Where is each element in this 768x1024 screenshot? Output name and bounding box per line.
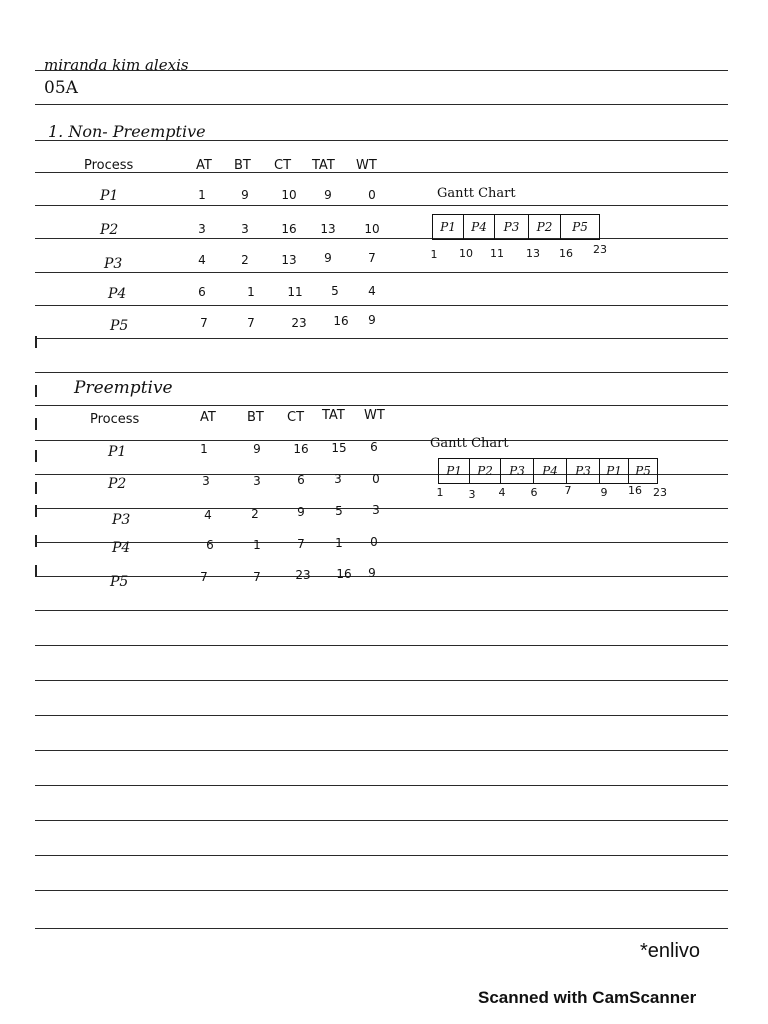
cell-tat: 16 [333,314,349,328]
gantt-cell: P1 [439,459,470,483]
ruled-line [35,305,728,306]
cell-wt: 3 [372,503,380,517]
cell-bt: 3 [253,474,261,488]
gantt-cell: P4 [464,215,495,239]
cell-bt: 1 [253,538,261,552]
gantt-tick: 23 [653,486,667,499]
gantt-cell: P3 [495,215,529,239]
cell-ct: 9 [297,505,305,519]
cell-at: 3 [202,474,210,488]
process-id: P3 [104,256,123,272]
cell-bt: 3 [241,222,249,236]
cell-wt: 6 [370,440,378,454]
cell-ct: 23 [291,316,307,330]
section-title-preemptive: Preemptive [74,378,173,398]
cell-ct: 16 [281,222,297,236]
cell-tat: 1 [335,536,343,550]
cell-tat: 9 [324,251,332,265]
cell-wt: 9 [368,313,376,327]
process-id: P4 [112,540,131,556]
camscanner-watermark: Scanned with CamScanner [478,988,697,1007]
ruled-line [35,890,728,891]
cell-tat: 13 [320,222,336,236]
ruled-line [35,820,728,821]
process-id: P5 [110,318,129,334]
margin-mark [35,482,37,494]
cell-bt: 1 [247,285,255,299]
cell-wt: 0 [370,535,378,549]
gantt-cell: P1 [600,459,629,483]
cell-at: 1 [198,188,206,202]
margin-mark [35,336,37,348]
gantt-tick: 16 [559,247,573,260]
cell-at: 6 [198,285,206,299]
ruled-line [35,715,728,716]
ruled-line [35,172,728,173]
gantt-chart-non-preemptive [432,214,600,240]
margin-mark [35,505,37,517]
gantt-tick: 9 [600,486,608,499]
gantt-tick: 1 [436,486,444,499]
col-header-at: AT [196,158,212,173]
ruled-line [35,785,728,786]
col-header-tat: TAT [322,408,345,423]
ruled-line [35,272,728,273]
margin-mark [35,535,37,547]
margin-mark [35,565,37,577]
cell-at: 7 [200,570,208,584]
gantt-tick: 3 [468,488,476,501]
col-header-wt: WT [364,408,385,423]
ruled-line [35,104,728,105]
gantt-tick: 1 [430,248,438,261]
cell-at: 3 [198,222,206,236]
gantt-cell: P3 [567,459,600,483]
gantt-cell: P2 [529,215,561,239]
section-code: 05A [44,78,78,98]
margin-mark [35,418,37,430]
cell-ct: 23 [295,568,311,582]
process-id: P4 [108,286,127,302]
cell-ct: 7 [297,537,305,551]
ruled-line [35,645,728,646]
process-id: P2 [108,476,127,492]
gantt-chart-label: Gantt Chart [437,186,516,201]
process-id: P3 [112,512,131,528]
cell-ct: 6 [297,473,305,487]
cell-wt: 7 [368,251,376,265]
process-id: P1 [100,188,119,204]
col-header-bt: BT [247,410,264,425]
student-name: miranda kim alexis [44,56,189,74]
gantt-chart-preemptive [438,458,658,484]
cell-bt: 2 [241,253,249,267]
ruled-line [35,680,728,681]
cell-ct: 11 [287,285,303,299]
ruled-line [35,855,728,856]
margin-mark [35,450,37,462]
cell-wt: 0 [368,188,376,202]
cell-bt: 2 [251,507,259,521]
cell-at: 4 [204,508,212,522]
ruled-line [35,750,728,751]
cell-wt: 10 [364,222,380,236]
gantt-tick: 11 [490,247,504,260]
ruled-line [35,338,728,339]
margin-mark [35,385,37,397]
gantt-cell: P4 [534,459,567,483]
cell-at: 1 [200,442,208,456]
col-header-bt: BT [234,158,251,173]
ruled-line [35,205,728,206]
gantt-tick: 23 [593,243,607,256]
gantt-tick: 16 [628,484,642,497]
gantt-cell: P5 [635,464,651,478]
process-id: P1 [108,444,127,460]
gantt-cell: P3 [501,459,534,483]
cell-wt: 9 [368,566,376,580]
cell-wt: 0 [372,472,380,486]
cell-tat: 3 [334,472,342,486]
cell-tat: 16 [336,567,352,581]
ruled-line [35,372,728,373]
ruled-line [35,928,728,929]
gantt-tick: 7 [564,484,572,497]
cell-tat: 9 [324,188,332,202]
gantt-chart-label: Gantt Chart [430,436,509,451]
ruled-line [35,238,728,239]
col-header-process: Process [84,158,134,173]
gantt-cell: P2 [470,459,501,483]
col-header-wt: WT [356,158,377,173]
cell-tat: 15 [331,441,347,455]
cell-ct: 13 [281,253,297,267]
col-header-ct: CT [287,410,305,425]
cell-bt: 9 [253,442,261,456]
gantt-tick: 13 [526,247,540,260]
cell-at: 4 [198,253,206,267]
cell-ct: 16 [293,442,309,456]
gantt-tick: 10 [459,247,473,260]
ruled-line [35,405,728,406]
cell-ct: 10 [281,188,297,202]
gantt-tick: 4 [498,486,506,499]
gantt-cell: P1 [433,215,464,239]
ruled-line [35,610,728,611]
cell-bt: 7 [253,570,261,584]
col-header-at: AT [200,410,216,425]
enlivo-logo: *enlivo [640,940,701,962]
gantt-tick: 6 [530,486,538,499]
cell-tat: 5 [335,504,343,518]
col-header-ct: CT [274,158,292,173]
cell-at: 7 [200,316,208,330]
cell-bt: 9 [241,188,249,202]
process-id: P2 [100,222,119,238]
col-header-process: Process [90,412,140,427]
cell-bt: 7 [247,316,255,330]
section-title-non-preemptive: 1. Non- Preemptive [48,122,206,141]
cell-wt: 4 [368,284,376,298]
process-id: P5 [110,574,129,590]
gantt-cell: P5 [572,220,588,234]
col-header-tat: TAT [312,158,335,173]
cell-tat: 5 [331,284,339,298]
cell-at: 6 [206,538,214,552]
